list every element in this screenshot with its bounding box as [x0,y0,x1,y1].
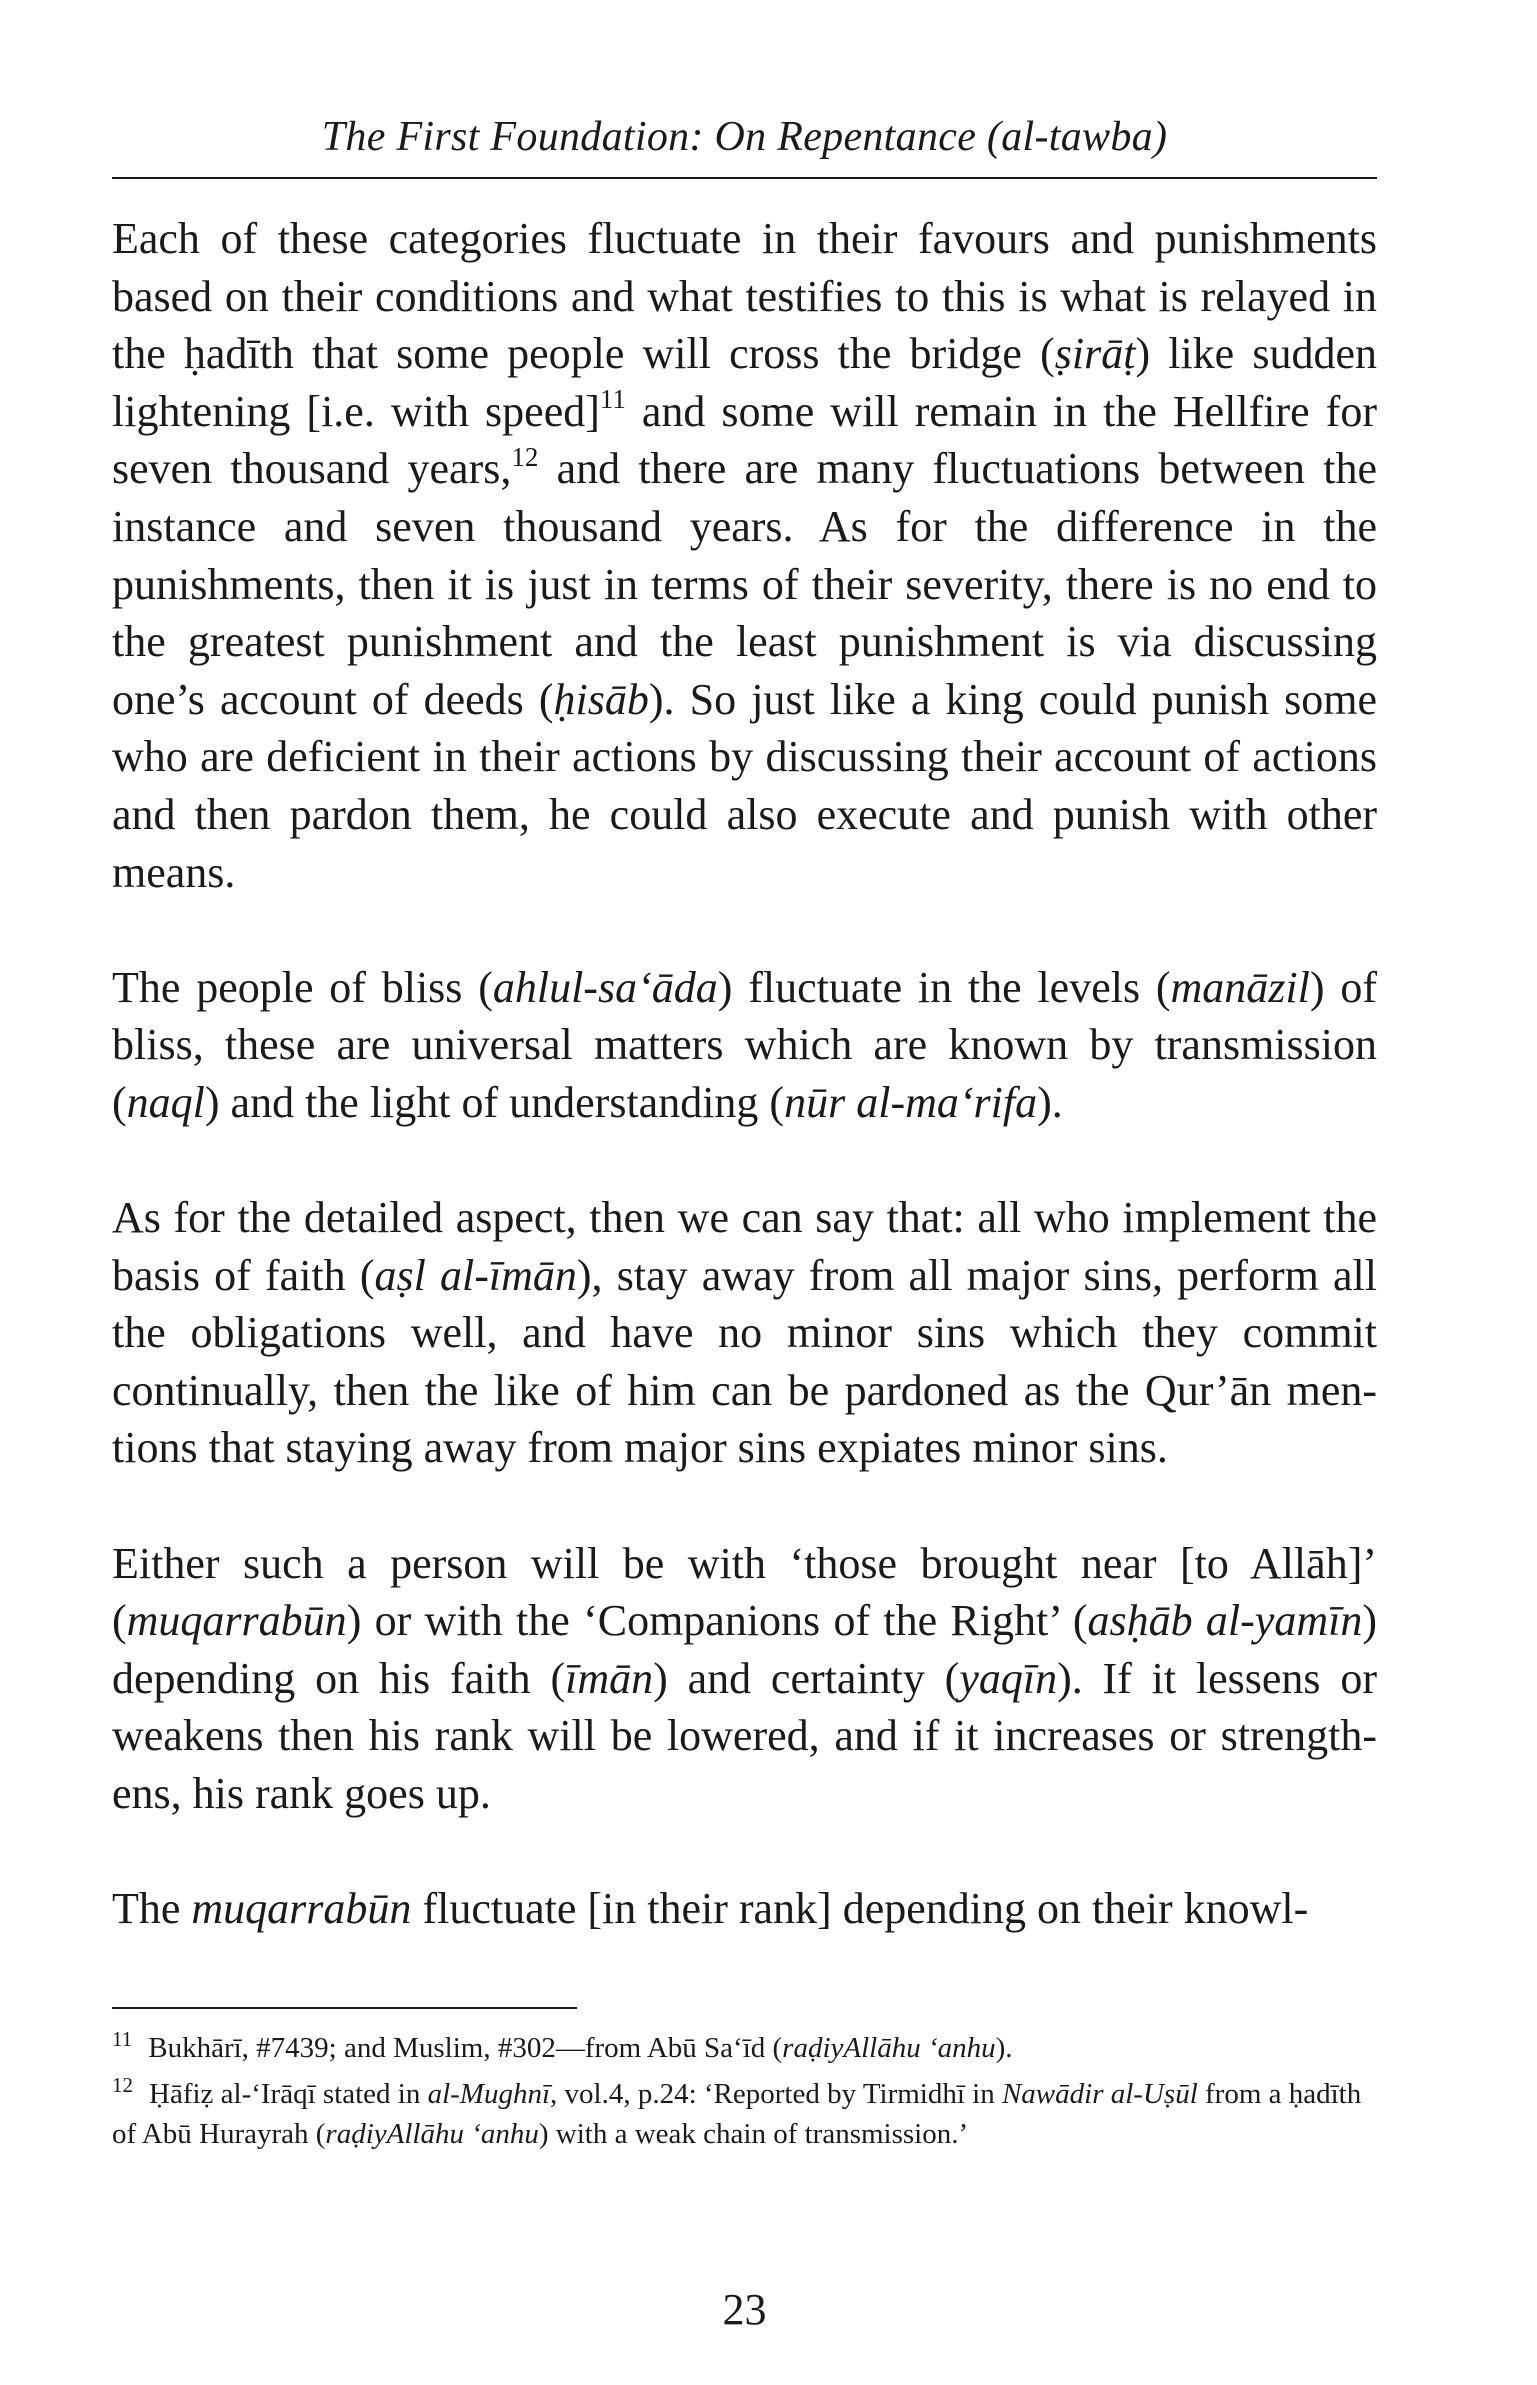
footnote-number: 11 [112,2027,133,2052]
book-page [112,0,1377,2385]
footnote-ref-12[interactable]: 12 [511,441,539,472]
paragraph-3: As for the detailed aspect, then we can say that: all who implement the basis of faith (aṣl al-īmān), stay away from all major sins, perform all the obligations well, and have no minor sins which they commit continually, then the like of him can be pardoned as the Qur’ān mentions that staying away from major sins expiates minor sins. [112,1193,1377,1473]
body-text [112,210,1377,1938]
paragraph-5: The muqarrabūn fluctuate [in their rank] depending on their knowl- [112,1884,1309,1934]
footnote-ref-11[interactable]: 11 [599,384,626,415]
footnote-number: 12 [112,2073,133,2098]
footnote-rule [112,2007,577,2009]
paragraph-2: The people of bliss (ahlul-sa‘āda) fluctuate in the levels (manāzil) of bliss, these are universal matters which are known by transmission (naql) and the light of understanding (nūr al-ma‘rifa). [112,962,1377,1127]
paragraph-4: Either such a person will be with ‘those brought near [to Allāh]’ (muqarrabūn) or with the ‘Companions of the Right’ (asḥāb al-yamīn) depending on his faith (īmān) and certainty (yaqīn). If it lessens or weakens then his rank will be lowered, and if it increases or strengthens, his rank goes up. [112,1538,1378,1819]
running-head: The First Foundation: On Repentance (al-tawba) [321,114,1168,160]
header-rule [112,177,1377,179]
paragraph-1: Each of these categories fluctuate in their favours and punishments based on their conditions and what testifies to this is what is relayed in the ḥadīth that some people will cross the bridge (ṣirāṭ) like sudden lightening [i.e. with speed]$^{11}$ and some will remain in the Hellfire for seven thousand years,$^{12}$ and there are many fluctuations between the instance and seven thousand years. As for the difference in the punishments, then it is just in terms of their severity, there is no end to the greatest punishment and the least punishment is via discussing one’s account of deeds (ḥisāb). So just like a king could punish some who are deficient in their actions by discussing their account of actions and then pardon them, he could also execute and punish with other means. [112,214,1377,897]
footnotes [112,2028,1377,2160]
page-number: 23 [722,2285,767,2334]
footnote-12: $^{12}$ Ḥāfiẓ al-‘Irāqī stated in al-Mughnī, vol.4, p.24: ‘Reported by Tirmidhī in Nawādir al-Uṣūl from a ḥadīth of Abū Hurayrah (raḍiyAllāhu ‘anhu) with a weak chain of transmission.’ [112,2073,1362,2150]
footnote-11: $^{11}$ Bukhārī, #7439; and Muslim, #302—from Abū Sa‘īd (raḍiyAllāhu ‘anhu). [112,2027,1013,2064]
